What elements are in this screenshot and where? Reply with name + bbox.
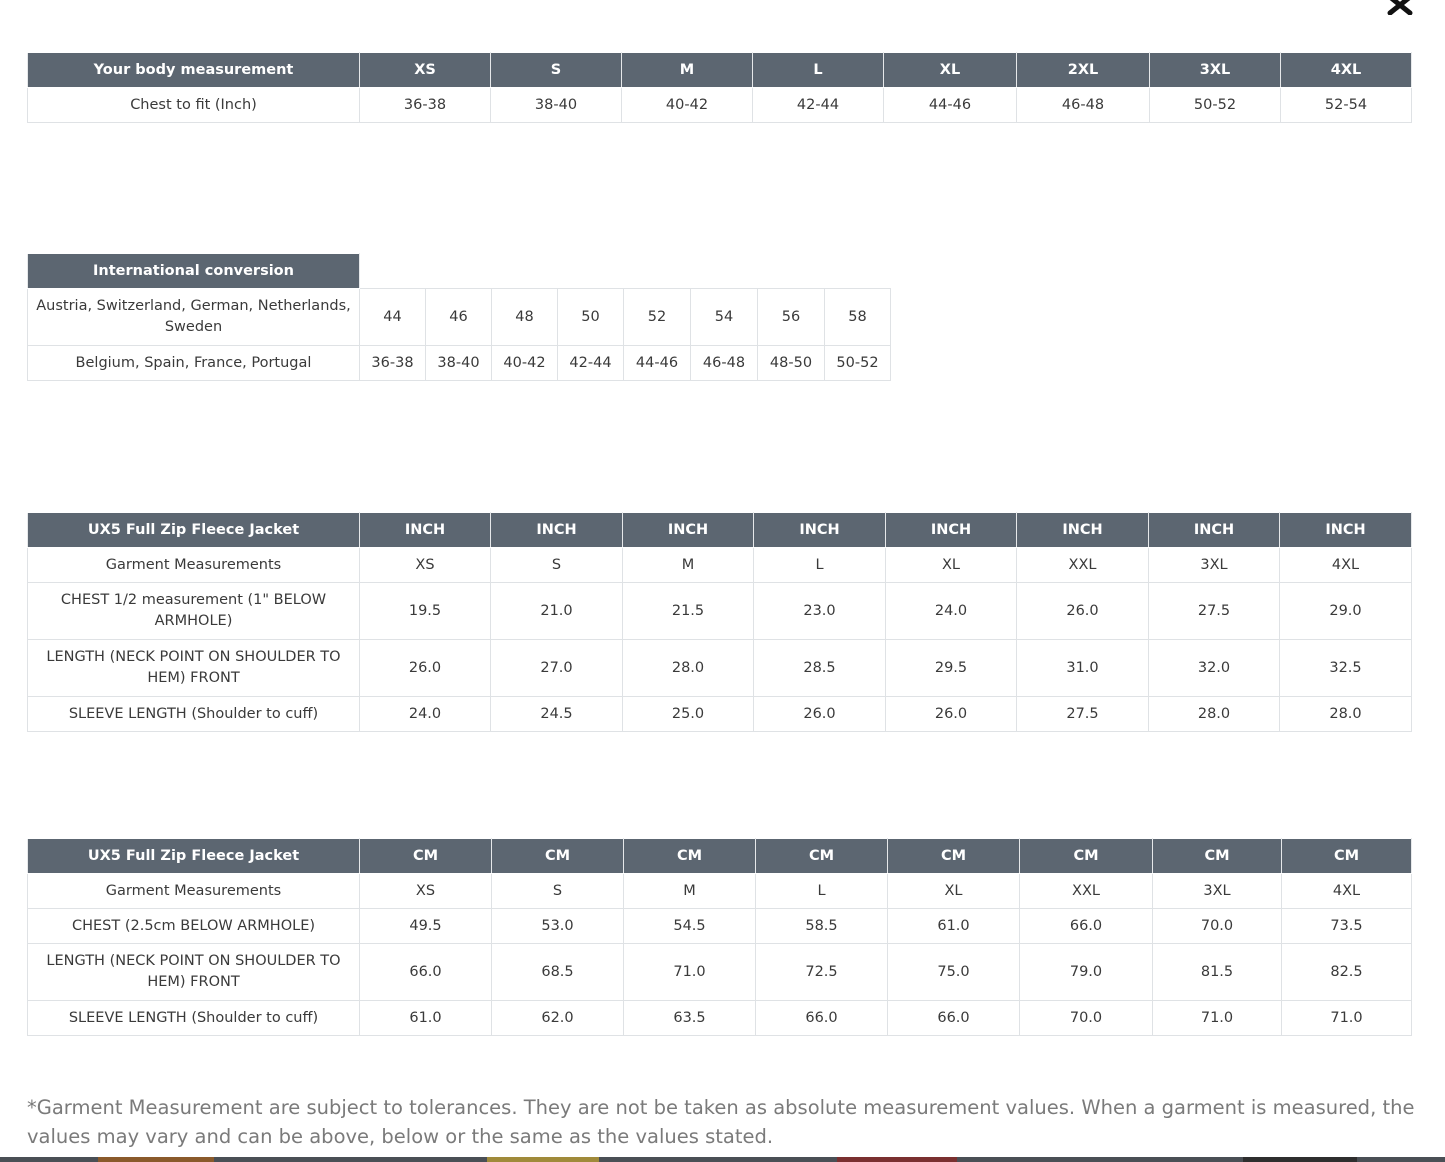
row-label: Belgium, Spain, France, Portugal xyxy=(28,346,360,381)
header-spacer xyxy=(360,254,891,289)
table-cell: 46-48 xyxy=(1017,88,1150,123)
table-cell: 48-50 xyxy=(758,346,825,381)
table-cell: 70.0 xyxy=(1020,1001,1153,1036)
table-cell: 26.0 xyxy=(886,697,1017,732)
table-cell: 50 xyxy=(558,289,624,346)
row-label: Austria, Switzerland, German, Netherlands, Sweden xyxy=(28,289,360,346)
row-label: LENGTH (NECK POINT ON SHOULDER TO HEM) FRONT xyxy=(28,944,360,1001)
table-cell: 31.0 xyxy=(1017,640,1149,697)
table-cell: 46-48 xyxy=(691,346,758,381)
row-label: SLEEVE LENGTH (Shoulder to cuff) xyxy=(28,1001,360,1036)
table-cell: S xyxy=(491,548,623,583)
header-cell: M xyxy=(622,53,753,88)
table-cell: 66.0 xyxy=(888,1001,1020,1036)
header-cell: UX5 Full Zip Fleece Jacket xyxy=(28,513,360,548)
thumbnail-fragment xyxy=(487,1157,599,1162)
close-icon xyxy=(1387,0,1413,15)
table-row xyxy=(28,548,1412,583)
table-cell: 40-42 xyxy=(622,88,753,123)
header-cell: S xyxy=(491,53,622,88)
header-cell: CM xyxy=(888,839,1020,874)
table-cell: 71.0 xyxy=(624,944,756,1001)
row-label: Chest to fit (Inch) xyxy=(28,88,360,123)
header-cell: INCH xyxy=(1280,513,1412,548)
table-cell: 24.0 xyxy=(360,697,491,732)
table-cell: 4XL xyxy=(1282,874,1412,909)
header-cell: CM xyxy=(492,839,624,874)
row-label: CHEST (2.5cm BELOW ARMHOLE) xyxy=(28,909,360,944)
close-button[interactable] xyxy=(1386,0,1414,16)
row-label: Garment Measurements xyxy=(28,548,360,583)
table-cell: 40-42 xyxy=(492,346,558,381)
table-row xyxy=(28,640,1412,697)
table-cell: 56 xyxy=(758,289,825,346)
table-header-row xyxy=(28,513,1412,548)
thumbnail-fragment xyxy=(837,1157,957,1162)
header-cell: INCH xyxy=(754,513,886,548)
table-cell: 53.0 xyxy=(492,909,624,944)
table-cell: 25.0 xyxy=(623,697,754,732)
table-cell: 81.5 xyxy=(1153,944,1282,1001)
table-cell: 26.0 xyxy=(1017,583,1149,640)
table-cell: 26.0 xyxy=(360,640,491,697)
table-cell: 36-38 xyxy=(360,88,491,123)
table-cell: 23.0 xyxy=(754,583,886,640)
table-row xyxy=(28,909,1412,944)
table-cell: 70.0 xyxy=(1153,909,1282,944)
table-cell: XL xyxy=(886,548,1017,583)
table-cell: 26.0 xyxy=(754,697,886,732)
table-cell: 58 xyxy=(825,289,891,346)
table-cell: 54 xyxy=(691,289,758,346)
header-cell: International conversion xyxy=(28,254,360,289)
table-cell: XS xyxy=(360,548,491,583)
table-cell: 24.5 xyxy=(491,697,623,732)
row-label: LENGTH (NECK POINT ON SHOULDER TO HEM) FRONT xyxy=(28,640,360,697)
table-cell: 66.0 xyxy=(1020,909,1153,944)
header-cell: INCH xyxy=(886,513,1017,548)
header-cell: 3XL xyxy=(1150,53,1281,88)
header-cell: INCH xyxy=(623,513,754,548)
table-cell: 27.5 xyxy=(1149,583,1280,640)
header-cell: L xyxy=(753,53,884,88)
table-cell: 63.5 xyxy=(624,1001,756,1036)
table-cell: 61.0 xyxy=(888,909,1020,944)
bottom-edge-strip xyxy=(0,1157,1445,1162)
table-header-row xyxy=(28,53,1412,88)
table-cell: 29.0 xyxy=(1280,583,1412,640)
table-cell: 3XL xyxy=(1153,874,1282,909)
table-cell: 21.0 xyxy=(491,583,623,640)
table-cell: 75.0 xyxy=(888,944,1020,1001)
table-cell: 72.5 xyxy=(756,944,888,1001)
table-cell: 32.0 xyxy=(1149,640,1280,697)
table-cell: 73.5 xyxy=(1282,909,1412,944)
table-cell: 66.0 xyxy=(360,944,492,1001)
table-cell: 3XL xyxy=(1149,548,1280,583)
header-cell: CM xyxy=(1282,839,1412,874)
header-cell: UX5 Full Zip Fleece Jacket xyxy=(28,839,360,874)
table-cell: 29.5 xyxy=(886,640,1017,697)
table-row xyxy=(28,1001,1412,1036)
table-cell: M xyxy=(623,548,754,583)
table-cell: 28.0 xyxy=(1280,697,1412,732)
table-cell: XS xyxy=(360,874,492,909)
header-cell: XS xyxy=(360,53,491,88)
thumbnail-fragment xyxy=(98,1157,214,1162)
table-cell: 27.5 xyxy=(1017,697,1149,732)
header-cell: XL xyxy=(884,53,1017,88)
row-label: Garment Measurements xyxy=(28,874,360,909)
table-cell: XXL xyxy=(1017,548,1149,583)
measurement-disclaimer: *Garment Measurement are subject to tolerances. They are not be taken as absolute measurement values. When a garment is measured, the values may vary and can be above, below or the same as the values stated. xyxy=(27,1096,1415,1148)
header-cell: Your body measurement xyxy=(28,53,360,88)
row-label: SLEEVE LENGTH (Shoulder to cuff) xyxy=(28,697,360,732)
row-label: CHEST 1/2 measurement (1" BELOW ARMHOLE) xyxy=(28,583,360,640)
table-cell: 44-46 xyxy=(624,346,691,381)
table-cell: 82.5 xyxy=(1282,944,1412,1001)
table-cell: L xyxy=(754,548,886,583)
table-cell: 52-54 xyxy=(1281,88,1412,123)
table-cell: 42-44 xyxy=(558,346,624,381)
header-cell: CM xyxy=(756,839,888,874)
table-cell: 50-52 xyxy=(825,346,891,381)
header-cell: CM xyxy=(360,839,492,874)
table-row xyxy=(28,346,891,381)
cm-measurement-table xyxy=(27,838,1412,1036)
table-cell: 62.0 xyxy=(492,1001,624,1036)
table-cell: 49.5 xyxy=(360,909,492,944)
table-cell: 44 xyxy=(360,289,426,346)
table-cell: 50-52 xyxy=(1150,88,1281,123)
table-cell: 24.0 xyxy=(886,583,1017,640)
table-cell: 4XL xyxy=(1280,548,1412,583)
inch-measurement-table xyxy=(27,512,1412,732)
header-cell: 2XL xyxy=(1017,53,1150,88)
table-cell: 32.5 xyxy=(1280,640,1412,697)
table-cell: 44-46 xyxy=(884,88,1017,123)
table-row xyxy=(28,944,1412,1001)
table-cell: 19.5 xyxy=(360,583,491,640)
table-header-row xyxy=(28,839,1412,874)
table-cell: 52 xyxy=(624,289,691,346)
header-cell: 4XL xyxy=(1281,53,1412,88)
table-cell: 68.5 xyxy=(492,944,624,1001)
table-header-row xyxy=(28,254,891,289)
table-cell: 58.5 xyxy=(756,909,888,944)
table-cell: 66.0 xyxy=(756,1001,888,1036)
table-cell: S xyxy=(492,874,624,909)
table-cell: 38-40 xyxy=(426,346,492,381)
table-cell: XXL xyxy=(1020,874,1153,909)
table-cell: 28.5 xyxy=(754,640,886,697)
table-cell: 42-44 xyxy=(753,88,884,123)
header-cell: CM xyxy=(1020,839,1153,874)
header-cell: INCH xyxy=(1149,513,1280,548)
thumbnail-fragment xyxy=(1243,1157,1357,1162)
header-cell: CM xyxy=(624,839,756,874)
table-cell: XL xyxy=(888,874,1020,909)
table-cell: 46 xyxy=(426,289,492,346)
table-cell: L xyxy=(756,874,888,909)
header-cell: CM xyxy=(1153,839,1282,874)
table-row xyxy=(28,88,1412,123)
table-row xyxy=(28,289,891,346)
table-cell: 48 xyxy=(492,289,558,346)
table-row xyxy=(28,697,1412,732)
table-cell: M xyxy=(624,874,756,909)
table-row xyxy=(28,874,1412,909)
table-cell: 27.0 xyxy=(491,640,623,697)
table-cell: 36-38 xyxy=(360,346,426,381)
table-cell: 71.0 xyxy=(1153,1001,1282,1036)
table-cell: 38-40 xyxy=(491,88,622,123)
table-cell: 28.0 xyxy=(623,640,754,697)
international-conversion-table xyxy=(27,253,891,381)
table-cell: 79.0 xyxy=(1020,944,1153,1001)
table-cell: 71.0 xyxy=(1282,1001,1412,1036)
table-cell: 54.5 xyxy=(624,909,756,944)
header-cell: INCH xyxy=(491,513,623,548)
header-cell: INCH xyxy=(360,513,491,548)
table-row xyxy=(28,583,1412,640)
table-cell: 21.5 xyxy=(623,583,754,640)
table-cell: 28.0 xyxy=(1149,697,1280,732)
header-cell: INCH xyxy=(1017,513,1149,548)
body-measurement-table xyxy=(27,52,1412,123)
table-cell: 61.0 xyxy=(360,1001,492,1036)
